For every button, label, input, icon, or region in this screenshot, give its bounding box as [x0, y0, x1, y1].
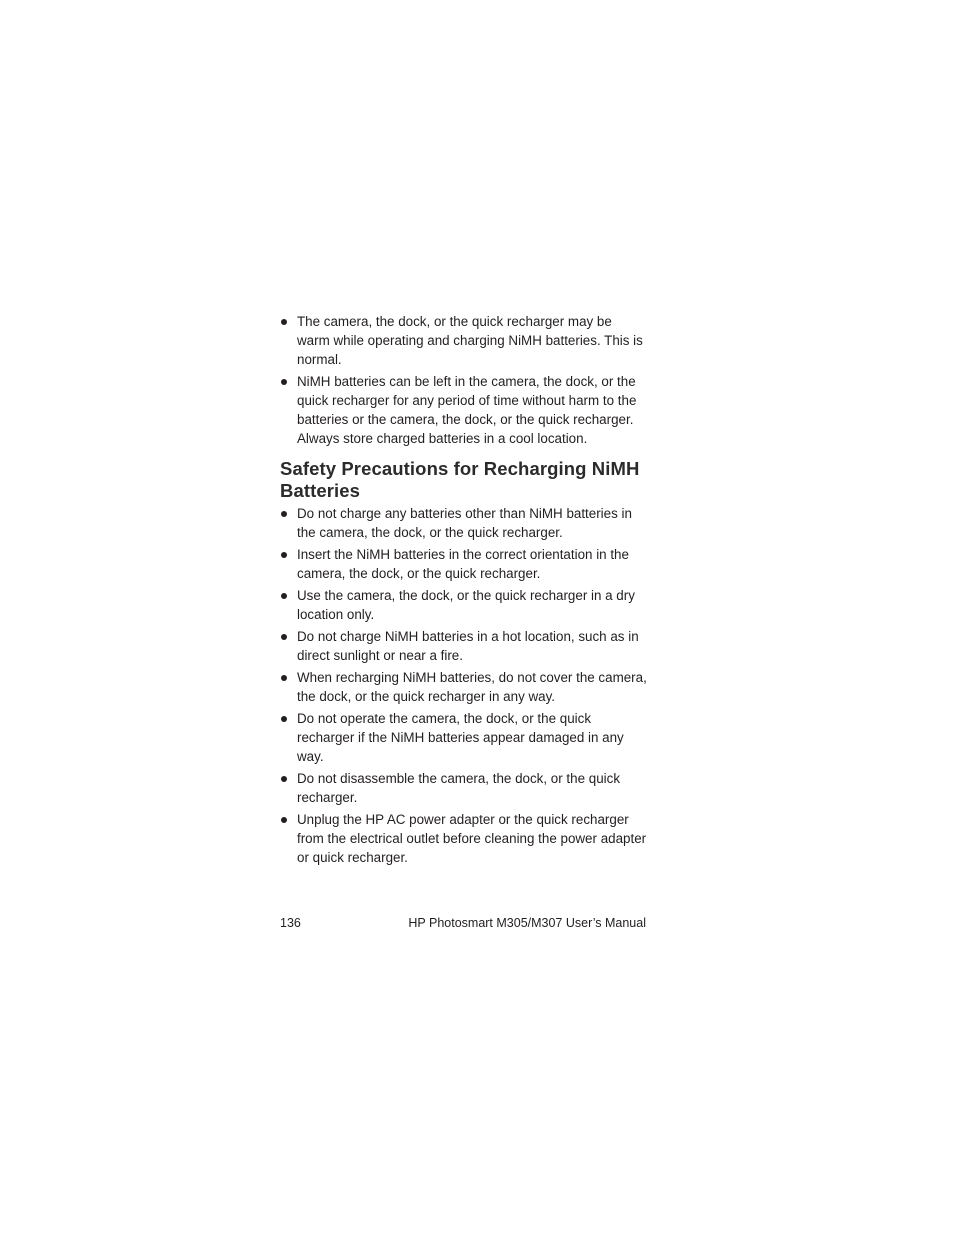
bullet-icon — [281, 552, 287, 558]
intro-bullet-list — [280, 312, 648, 448]
bullet-icon — [281, 511, 287, 517]
safety-bullet-list — [280, 504, 648, 867]
list-item-text: Do not operate the camera, the dock, or the quick recharger if the NiMH batteries appear damaged in any way. — [297, 711, 624, 764]
list-item-text: Do not disassemble the camera, the dock, or the quick recharger. — [297, 771, 621, 805]
list-item — [280, 668, 648, 706]
bullet-icon — [281, 593, 287, 599]
list-item — [280, 709, 648, 766]
bullet-icon — [281, 634, 287, 640]
list-item-text: When recharging NiMH batteries, do not cover the camera, the dock, or the quick recharger in any way. — [297, 670, 647, 704]
list-item-text: Unplug the HP AC power adapter or the quick recharger from the electrical outlet before cleaning the power adapter or quick recharger. — [297, 812, 647, 865]
manual-title: HP Photosmart M305/M307 User’s Manual — [408, 916, 646, 930]
list-item — [280, 810, 648, 867]
bullet-icon — [281, 379, 287, 385]
section-heading: Safety Precautions for Recharging NiMH Batteries — [280, 458, 640, 501]
list-item-text: NiMH batteries can be left in the camera, the dock, or the quick recharger for any period of time without harm to the batteries or the camera, the dock, or the quick recharger. Always store charged batteries in a cool location. — [297, 374, 637, 446]
page-content — [280, 312, 648, 870]
list-item — [280, 312, 648, 369]
list-item-text: Use the camera, the dock, or the quick recharger in a dry location only. — [297, 588, 635, 622]
bullet-icon — [281, 675, 287, 681]
list-item — [280, 769, 648, 807]
list-item — [280, 372, 648, 448]
list-item — [280, 586, 648, 624]
list-item — [280, 627, 648, 665]
list-item-text: Insert the NiMH batteries in the correct orientation in the camera, the dock, or the quick recharger. — [297, 547, 629, 581]
bullet-icon — [281, 319, 287, 325]
bullet-icon — [281, 716, 287, 722]
list-item-text: Do not charge NiMH batteries in a hot location, such as in direct sunlight or near a fire. — [297, 629, 639, 663]
bullet-icon — [281, 776, 287, 782]
list-item — [280, 545, 648, 583]
list-item — [280, 504, 648, 542]
bullet-icon — [281, 817, 287, 823]
list-item-text: Do not charge any batteries other than NiMH batteries in the camera, the dock, or the quick recharger. — [297, 506, 632, 540]
list-item-text: The camera, the dock, or the quick recharger may be warm while operating and charging NiMH batteries. This is normal. — [297, 314, 643, 367]
page-number: 136 — [280, 916, 301, 930]
